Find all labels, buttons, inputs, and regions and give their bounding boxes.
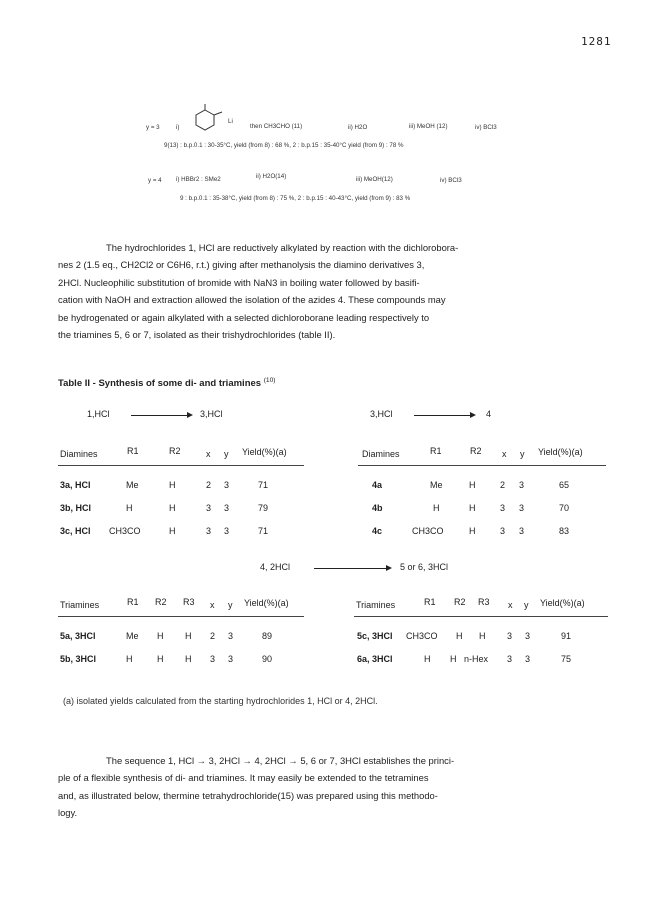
left-row-0-y: 3 (224, 480, 230, 490)
page-number: 1281 (581, 35, 612, 48)
tri-right-row-0-y: 3 (525, 631, 531, 641)
left-row-2-compound: 3c, HCl (60, 526, 91, 536)
tri-right-row-0-x: 3 (507, 631, 513, 641)
table-caption-ref: (10) (263, 377, 276, 384)
styrene-structure-icon (192, 102, 226, 136)
tri-left-row-1-yield: 90 (262, 654, 273, 664)
header-r1: R1 (127, 446, 139, 456)
tri-right-row-0-compound: 5c, 3HCl (357, 631, 393, 641)
reaction-middle-to: 5 or 6, 3HCl (400, 562, 449, 572)
header-y: y (228, 600, 233, 610)
header-y: y (224, 449, 229, 459)
right-row-2-r2: H (469, 526, 476, 536)
tri-left-row-0-x: 2 (210, 631, 216, 641)
header-r2: R2 (454, 597, 466, 607)
left-row-1-yield: 79 (258, 503, 269, 513)
tri-left-row-0-r1: Me (126, 631, 139, 641)
right-row-1-y: 3 (519, 503, 525, 513)
header-diamines: Diamines (60, 449, 98, 459)
right-row-2-x: 3 (500, 526, 506, 536)
right-row-0-x: 2 (500, 480, 506, 490)
tri-right-row-0-r2: H (456, 631, 463, 641)
scheme-step-ii: ii) H2O (348, 124, 368, 131)
reaction-left-to: 3,HCl (200, 409, 223, 419)
tri-right-row-0-r1: CH3CO (406, 631, 438, 641)
scheme-line1-yields: 9(13) : b.p.0.1 : 30-35°C, yield (from 8) : 68 %, 2 : b.p.15 : 35-40°C yield (from 9) : 78 % (164, 142, 404, 149)
paragraph-line: the triamines 5, 6 or 7, isolated as their trishydrochlorides (table II). (58, 329, 336, 341)
header-yield: Yield(%)(a) (244, 598, 289, 608)
paragraph-line: ple of a flexible synthesis of di- and triamines. It may easily be extended to the tetramines (58, 772, 429, 784)
left-row-1-r2: H (169, 503, 176, 513)
header-triamines: Triamines (60, 600, 100, 610)
right-row-1-x: 3 (500, 503, 506, 513)
tri-left-row-1-x: 3 (210, 654, 216, 664)
left-row-0-yield: 71 (258, 480, 269, 490)
right-row-0-r2: H (469, 480, 476, 490)
header-r1: R1 (430, 446, 442, 456)
paragraph-line: logy. (58, 807, 78, 819)
header-y: y (524, 600, 529, 610)
left-row-0-x: 2 (206, 480, 212, 490)
scheme-step-i: i) (176, 124, 180, 131)
right-row-2-y: 3 (519, 526, 525, 536)
left-row-1-x: 3 (206, 503, 212, 513)
reaction-left-from: 1,HCl (87, 409, 110, 419)
paragraph-2 (58, 752, 610, 822)
header-triamines: Triamines (356, 600, 396, 610)
tri-left-row-0-yield: 89 (262, 631, 273, 641)
tri-right-row-1-yield: 75 (561, 654, 572, 664)
scheme-y4: y = 4 (148, 177, 162, 184)
left-row-0-r2: H (169, 480, 176, 490)
header-y: y (520, 449, 525, 459)
tri-left-row-0-y: 3 (228, 631, 234, 641)
left-row-1-y: 3 (224, 503, 230, 513)
paragraph-1 (58, 239, 608, 343)
left-row-2-yield: 71 (258, 526, 269, 536)
header-yield: Yield(%)(a) (242, 447, 287, 457)
reaction-right-from: 3,HCl (370, 409, 393, 419)
header-yield: Yield(%)(a) (538, 447, 583, 457)
right-row-0-compound: 4a (372, 480, 383, 490)
paragraph-line: The sequence 1, HCl → 3, 2HCl → 4, 2HCl → 5, 6 or 7, 3HCl establishes the princi- (106, 755, 455, 766)
header-x: x (508, 600, 513, 610)
paragraph-line: cation with NaOH and extraction allowed the isolation of the azides 4. These compounds may (58, 294, 446, 306)
scheme-y3: y = 3 (146, 124, 160, 131)
reaction-arrow (131, 415, 191, 416)
right-row-1-compound: 4b (372, 503, 383, 513)
tri-right-row-1-y: 3 (525, 654, 531, 664)
tri-left-row-1-y: 3 (228, 654, 234, 664)
tri-left-row-0-compound: 5a, 3HCl (60, 631, 96, 641)
header-x: x (206, 449, 211, 459)
header-r2: R2 (155, 597, 167, 607)
table-caption-text: Table II - Synthesis of some di- and triamines (58, 378, 262, 389)
left-row-2-y: 3 (224, 526, 230, 536)
scheme-step2-ii: ii) H2O(14) (256, 173, 287, 180)
right-row-0-y: 3 (519, 480, 525, 490)
right-row-2-compound: 4c (372, 526, 383, 536)
left-row-1-compound: 3b, HCl (60, 503, 92, 513)
header-x: x (502, 449, 507, 459)
right-row-1-r2: H (469, 503, 476, 513)
left-row-2-x: 3 (206, 526, 212, 536)
table-rule (58, 465, 304, 466)
table-rule (58, 616, 304, 617)
paragraph-line: nes 2 (1.5 eq., CH2Cl2 or C6H6, r.t.) giving after methanolysis the diamino derivatives 3, (58, 259, 425, 271)
header-x: x (210, 600, 215, 610)
paragraph-line: and, as illustrated below, thermine tetrahydrochloride(15) was prepared using this methodo- (58, 789, 438, 801)
tri-left-row-1-compound: 5b, 3HCl (60, 654, 97, 664)
scheme-step2-iv: iv) BCl3 (440, 177, 462, 184)
right-row-1-r1: H (433, 503, 440, 513)
tri-left-row-0-r2: H (157, 631, 164, 641)
header-r1: R1 (424, 597, 436, 607)
paragraph-line: be hydrogenated or again alkylated with a selected dichloroborane leading respectively to (58, 311, 430, 323)
left-row-2-r2: H (169, 526, 176, 536)
right-row-2-yield: 83 (559, 526, 570, 536)
header-r3: R3 (183, 597, 195, 607)
left-row-0-r1: Me (126, 480, 139, 490)
scheme-step2-iii: iii) MeOH(12) (356, 176, 393, 183)
header-diamines: Diamines (362, 449, 400, 459)
tri-left-row-0-r3: H (185, 631, 192, 641)
left-row-1-r1: H (126, 503, 133, 513)
right-row-1-yield: 70 (559, 503, 570, 513)
left-row-0-compound: 3a, HCl (60, 480, 91, 490)
tri-left-row-1-r3: H (185, 654, 192, 664)
right-row-2-r1: CH3CO (412, 526, 444, 536)
tri-right-row-1-r1: H (424, 654, 431, 664)
scheme-then: then CH3CHO (11) (250, 123, 303, 130)
tri-right-row-1-x: 3 (507, 654, 513, 664)
reaction-arrow (414, 415, 474, 416)
header-r3: R3 (478, 597, 490, 607)
reaction-middle-from: 4, 2HCl (260, 562, 291, 572)
header-yield: Yield(%)(a) (540, 598, 585, 608)
table-rule (354, 616, 608, 617)
tri-left-row-1-r1: H (126, 654, 133, 664)
scheme-group: Li (228, 118, 233, 125)
scheme-line2-yields: 9 : b.p.0.1 : 35-38°C, yield (from 8) : 75 %, 2 : b.p.15 : 40-43°C, yield (from 9) : 83 % (180, 195, 411, 202)
scheme-step-iii: iii) MeOH (12) (409, 123, 448, 130)
table-rule (358, 465, 606, 466)
header-r1: R1 (127, 597, 139, 607)
tri-right-row-1-r3: n-Hex (464, 654, 489, 664)
tri-left-row-1-r2: H (157, 654, 164, 664)
reaction-right-to: 4 (486, 409, 492, 419)
header-r2: R2 (169, 446, 181, 456)
tri-right-row-0-yield: 91 (561, 631, 572, 641)
left-row-2-r1: CH3CO (109, 526, 141, 536)
tri-right-row-1-compound: 6a, 3HCl (357, 654, 393, 664)
header-r2: R2 (470, 446, 482, 456)
tri-right-row-1-r2: H (450, 654, 457, 664)
tri-right-row-0-r3: H (479, 631, 486, 641)
right-row-0-r1: Me (430, 480, 443, 490)
scheme-step-iv: iv) BCl3 (475, 124, 497, 131)
reaction-arrow (314, 568, 390, 569)
table-caption (58, 377, 276, 389)
scheme-step2-i: i) HBBr2 : SMe2 (176, 176, 221, 183)
table-footnote: (a) isolated yields calculated from the starting hydrochlorides 1, HCl or 4, 2HCl. (63, 696, 378, 706)
paragraph-line: 2HCl. Nucleophilic substitution of bromide with NaN3 in boiling water followed by basifi- (58, 276, 420, 288)
right-row-0-yield: 65 (559, 480, 570, 490)
paragraph-line: The hydrochlorides 1, HCl are reductively alkylated by reaction with the dichlorobora- (106, 242, 459, 253)
